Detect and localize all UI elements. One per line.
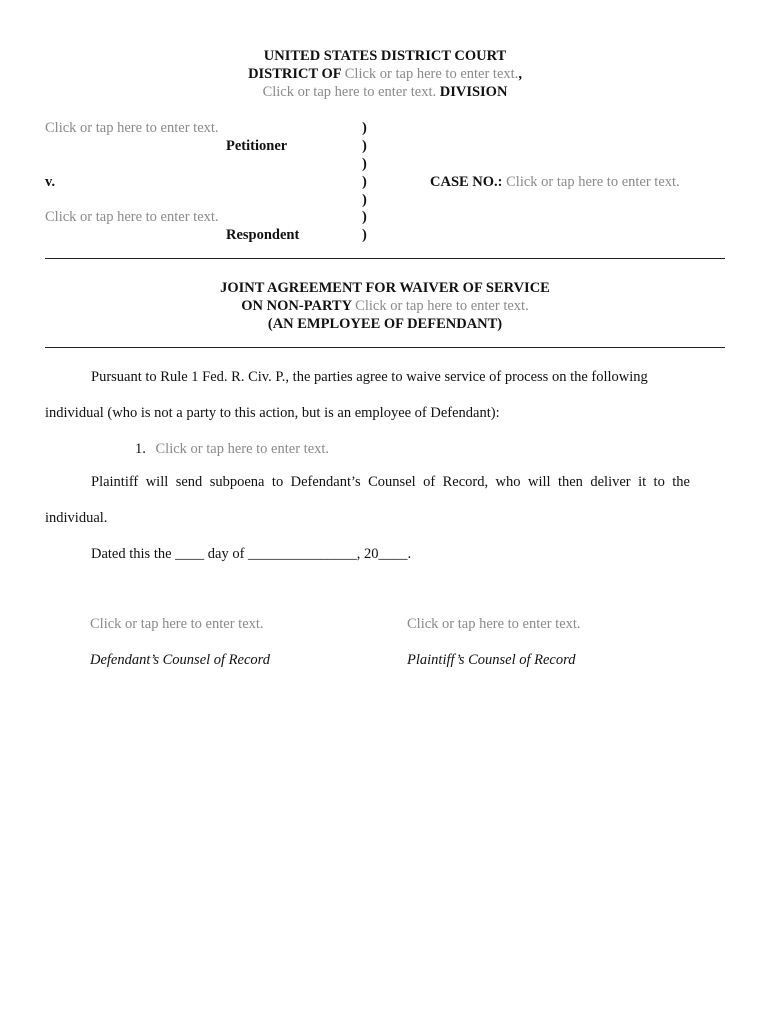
caption-paren: ) [362,156,367,172]
respondent-field[interactable]: Click or tap here to enter text. [45,209,219,225]
respondent-label: Respondent [226,227,300,243]
case-number-field[interactable]: Click or tap here to enter text. [506,174,680,190]
list-number: 1. [135,441,146,457]
document-title: JOINT AGREEMENT FOR WAIVER OF SERVICE [220,280,550,296]
non-party-prefix: ON NON-PARTY [241,298,352,314]
non-party-field[interactable]: Click or tap here to enter text. [355,298,529,314]
division-suffix: DIVISION [439,84,508,100]
case-number-label: CASE NO.: [430,174,503,190]
paragraph-1-line-1: Pursuant to Rule 1 Fed. R. Civ. P., the parties agree to waive service of process on the following [91,369,648,385]
caption-paren: ) [362,120,367,136]
division-line [0,83,770,101]
defendant-counsel-label: Defendant’s Counsel of Record [90,652,271,668]
versus-label: v. [45,174,56,190]
district-suffix: , [518,66,522,82]
defendant-counsel-field[interactable]: Click or tap here to enter text. [90,616,264,632]
case-number-line [430,173,680,191]
district-prefix: DISTRICT OF [248,66,342,82]
individual-field[interactable]: Click or tap here to enter text. [155,441,330,457]
list-item [135,440,329,458]
caption-paren: ) [362,209,367,225]
caption-paren: ) [362,174,367,190]
divider-top [45,258,725,259]
divider-bottom [45,347,725,348]
paragraph-1-line-2: individual (who is not a party to this action, but is an employee of Defendant): [45,405,500,421]
district-line [0,65,770,83]
petitioner-label: Petitioner [226,138,288,154]
plaintiff-counsel-field[interactable]: Click or tap here to enter text. [407,616,581,632]
caption-paren: ) [362,192,367,208]
court-name: UNITED STATES DISTRICT COURT [263,48,507,64]
non-party-line [0,297,770,315]
paragraph-2-line-2: individual. [45,510,108,526]
caption-paren: ) [362,227,367,243]
caption-paren: ) [362,138,367,154]
petitioner-field[interactable]: Click or tap here to enter text. [45,120,219,136]
document-subtitle: (AN EMPLOYEE OF DEFENDANT) [267,316,503,332]
division-field[interactable]: Click or tap here to enter text. [262,84,437,100]
plaintiff-counsel-label: Plaintiff’s Counsel of Record [407,652,576,668]
dated-line: Dated this the ____ day of _______________, 20____. [91,546,412,562]
district-field[interactable]: Click or tap here to enter text. [344,66,519,82]
paragraph-2-line-1: Plaintiff will send subpoena to Defendant’s Counsel of Record, who will then deliver it to the [91,474,690,490]
